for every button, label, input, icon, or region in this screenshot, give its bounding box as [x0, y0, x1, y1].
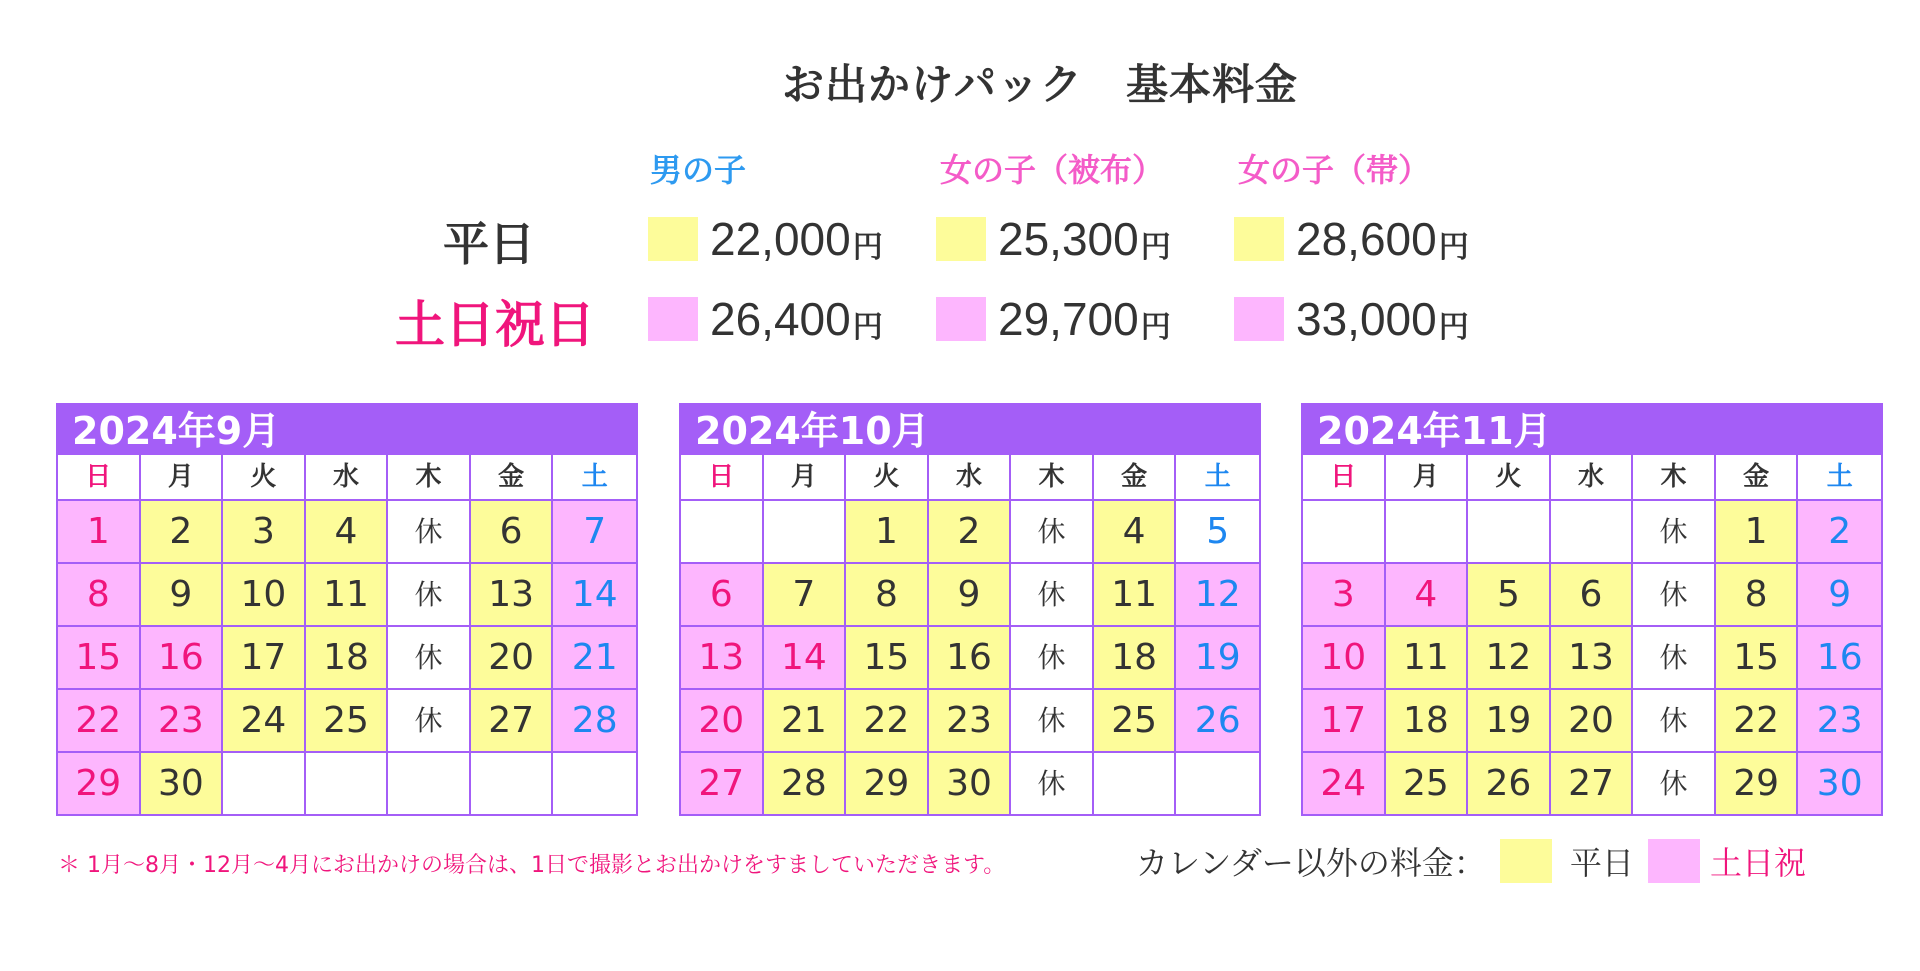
column-girl-hifu: 女の子（被布） — [940, 151, 1165, 189]
legend-weekday-swatch — [1500, 839, 1552, 883]
price-holiday-boy — [648, 292, 883, 346]
row-label-weekday: 平日 — [443, 217, 535, 271]
calendar-day: 15 — [846, 627, 929, 690]
price-amount: 33,000 — [1296, 293, 1437, 345]
weekday-header: 火 — [223, 455, 306, 501]
calendar-day: 27 — [681, 753, 764, 814]
calendar-day: 休 — [1633, 564, 1716, 627]
calendar-day: 2 — [929, 501, 1012, 564]
column-girl-obi: 女の子（帯） — [1238, 151, 1431, 189]
weekday-swatch — [648, 217, 698, 261]
price-unit: 円 — [852, 230, 883, 265]
calendar-day: 21 — [764, 690, 847, 753]
calendar-day — [1551, 501, 1634, 564]
weekday-header: 日 — [58, 455, 141, 501]
calendar-day: 26 — [1468, 753, 1551, 814]
calendar-day: 12 — [1176, 564, 1259, 627]
calendar-day: 30 — [1798, 753, 1881, 814]
calendar-day: 29 — [846, 753, 929, 814]
calendar-day: 5 — [1176, 501, 1259, 564]
calendar-day — [388, 753, 471, 814]
page-title: お出かけパック 基本料金 — [781, 60, 1298, 109]
weekday-header: 水 — [929, 455, 1012, 501]
calendar-day: 27 — [1551, 753, 1634, 814]
calendar-day: 20 — [1551, 690, 1634, 753]
calendar-day: 6 — [471, 501, 554, 564]
calendar-day: 29 — [58, 753, 141, 814]
price-weekday-boy — [648, 212, 883, 266]
calendar-title: 2024年9月 — [58, 405, 636, 455]
calendar-day: 24 — [1303, 753, 1386, 814]
weekday-header: 月 — [141, 455, 224, 501]
calendar-day: 休 — [1633, 627, 1716, 690]
weekday-header: 土 — [1176, 455, 1259, 501]
calendar-day: 3 — [223, 501, 306, 564]
weekday-header: 火 — [1468, 455, 1551, 501]
calendar-day: 28 — [553, 690, 636, 753]
calendar-day: 22 — [58, 690, 141, 753]
calendar-day: 休 — [388, 501, 471, 564]
calendar-day — [553, 753, 636, 814]
calendar-day: 11 — [1094, 564, 1177, 627]
calendar-day: 16 — [929, 627, 1012, 690]
calendar-day: 3 — [1303, 564, 1386, 627]
calendar-day: 休 — [1011, 753, 1094, 814]
weekday-header: 月 — [1386, 455, 1469, 501]
calendar-day: 17 — [1303, 690, 1386, 753]
calendar-day: 23 — [929, 690, 1012, 753]
price-amount: 26,400 — [710, 293, 851, 345]
legend — [1136, 838, 1806, 884]
calendar-title: 2024年10月 — [681, 405, 1259, 455]
calendar-day: 25 — [306, 690, 389, 753]
legend-label: カレンダー以外の料金： — [1136, 844, 1486, 882]
calendar-day: 17 — [223, 627, 306, 690]
calendar-day: 28 — [764, 753, 847, 814]
weekday-header: 木 — [388, 455, 471, 501]
calendar-day: 休 — [1633, 690, 1716, 753]
price-amount: 25,300 — [998, 213, 1139, 265]
row-label-holiday: 土日祝日 — [395, 296, 595, 354]
calendar-day — [306, 753, 389, 814]
calendar-day: 18 — [306, 627, 389, 690]
calendar-day: 13 — [681, 627, 764, 690]
holiday-swatch — [936, 297, 986, 341]
price-holiday-girl-hifu — [936, 292, 1171, 346]
weekday-header: 木 — [1011, 455, 1094, 501]
price-amount: 28,600 — [1296, 213, 1437, 265]
calendar-day: 8 — [1716, 564, 1799, 627]
calendar-day: 9 — [929, 564, 1012, 627]
calendar-day — [1468, 501, 1551, 564]
weekday-header: 木 — [1633, 455, 1716, 501]
price-holiday-girl-obi — [1234, 292, 1469, 346]
price-amount: 22,000 — [710, 213, 851, 265]
price-weekday-girl-obi — [1234, 212, 1469, 266]
calendar-day — [471, 753, 554, 814]
calendar-grid — [1303, 455, 1881, 814]
calendar-day: 9 — [141, 564, 224, 627]
calendar-day: 休 — [1011, 564, 1094, 627]
calendar-day: 1 — [1716, 501, 1799, 564]
calendar-day: 24 — [223, 690, 306, 753]
price-unit: 円 — [1140, 230, 1171, 265]
calendar-day: 16 — [1798, 627, 1881, 690]
calendar-grid — [58, 455, 636, 814]
calendar-day: 15 — [1716, 627, 1799, 690]
calendar-day: 18 — [1094, 627, 1177, 690]
calendar-day — [764, 501, 847, 564]
calendar-day: 休 — [1011, 690, 1094, 753]
calendar-day: 9 — [1798, 564, 1881, 627]
calendar-day: 27 — [471, 690, 554, 753]
calendar-day — [1094, 753, 1177, 814]
calendar-day: 26 — [1176, 690, 1259, 753]
calendar-day: 5 — [1468, 564, 1551, 627]
holiday-swatch — [648, 297, 698, 341]
calendar-day: 25 — [1094, 690, 1177, 753]
calendar-day: 8 — [58, 564, 141, 627]
calendar-day — [223, 753, 306, 814]
calendar-day: 2 — [1798, 501, 1881, 564]
weekday-header: 金 — [1716, 455, 1799, 501]
calendar-day: 14 — [553, 564, 636, 627]
weekday-header: 日 — [1303, 455, 1386, 501]
calendar-day: 15 — [58, 627, 141, 690]
calendar-day: 11 — [1386, 627, 1469, 690]
footnote: ＊ 1月〜8月・12月〜4月にお出かけの場合は、1日で撮影とお出かけをすましていただきます。 — [58, 853, 1006, 878]
price-unit: 円 — [1140, 310, 1171, 345]
calendar-day: 休 — [1633, 501, 1716, 564]
calendar-day: 休 — [388, 690, 471, 753]
weekday-header: 水 — [1551, 455, 1634, 501]
calendar-day: 16 — [141, 627, 224, 690]
weekday-header: 月 — [764, 455, 847, 501]
calendar-day: 11 — [306, 564, 389, 627]
weekday-swatch — [1234, 217, 1284, 261]
calendar-day: 13 — [471, 564, 554, 627]
weekday-header: 土 — [553, 455, 636, 501]
calendar-day: 13 — [1551, 627, 1634, 690]
calendar-day: 23 — [141, 690, 224, 753]
calendar-day: 6 — [1551, 564, 1634, 627]
weekday-header: 水 — [306, 455, 389, 501]
calendar-day: 29 — [1716, 753, 1799, 814]
calendar-day — [681, 501, 764, 564]
calendar-day: 20 — [471, 627, 554, 690]
calendar-day: 休 — [1633, 753, 1716, 814]
calendar-day: 19 — [1468, 690, 1551, 753]
calendar-day: 22 — [846, 690, 929, 753]
weekday-header: 土 — [1798, 455, 1881, 501]
calendar-day: 2 — [141, 501, 224, 564]
calendar-day: 19 — [1176, 627, 1259, 690]
calendar-day: 4 — [306, 501, 389, 564]
legend-weekday-label: 平日 — [1569, 844, 1634, 882]
price-unit: 円 — [852, 310, 883, 345]
calendar-october — [679, 403, 1261, 816]
calendar-day — [1303, 501, 1386, 564]
column-boy: 男の子 — [650, 151, 747, 189]
legend-holiday-label: 土日祝 — [1709, 844, 1806, 882]
calendar-day: 14 — [764, 627, 847, 690]
calendar-day: 10 — [1303, 627, 1386, 690]
calendar-day: 7 — [764, 564, 847, 627]
legend-holiday-swatch — [1648, 839, 1700, 883]
calendar-title: 2024年11月 — [1303, 405, 1881, 455]
calendar-day — [1176, 753, 1259, 814]
holiday-swatch — [1234, 297, 1284, 341]
calendar-day: 10 — [223, 564, 306, 627]
calendar-day: 休 — [388, 627, 471, 690]
calendar-day: 休 — [1011, 501, 1094, 564]
calendar-november — [1301, 403, 1883, 816]
weekday-header: 日 — [681, 455, 764, 501]
calendar-day: 20 — [681, 690, 764, 753]
calendar-grid — [681, 455, 1259, 814]
calendar-day: 6 — [681, 564, 764, 627]
calendar-day: 30 — [141, 753, 224, 814]
price-amount: 29,700 — [998, 293, 1139, 345]
price-weekday-girl-hifu — [936, 212, 1171, 266]
weekday-swatch — [936, 217, 986, 261]
weekday-header: 金 — [1094, 455, 1177, 501]
calendar-day: 4 — [1386, 564, 1469, 627]
calendar-day: 8 — [846, 564, 929, 627]
price-unit: 円 — [1438, 230, 1469, 265]
calendar-day: 7 — [553, 501, 636, 564]
calendar-day: 23 — [1798, 690, 1881, 753]
calendar-day: 21 — [553, 627, 636, 690]
calendar-september — [56, 403, 638, 816]
calendar-day: 22 — [1716, 690, 1799, 753]
calendar-day: 30 — [929, 753, 1012, 814]
calendar-day: 4 — [1094, 501, 1177, 564]
calendar-day: 18 — [1386, 690, 1469, 753]
weekday-header: 金 — [471, 455, 554, 501]
weekday-header: 火 — [846, 455, 929, 501]
calendar-day: 12 — [1468, 627, 1551, 690]
calendar-day: 1 — [846, 501, 929, 564]
calendar-day — [1386, 501, 1469, 564]
calendar-day: 休 — [1011, 627, 1094, 690]
calendar-day: 休 — [388, 564, 471, 627]
calendar-day: 1 — [58, 501, 141, 564]
price-unit: 円 — [1438, 310, 1469, 345]
calendar-day: 25 — [1386, 753, 1469, 814]
